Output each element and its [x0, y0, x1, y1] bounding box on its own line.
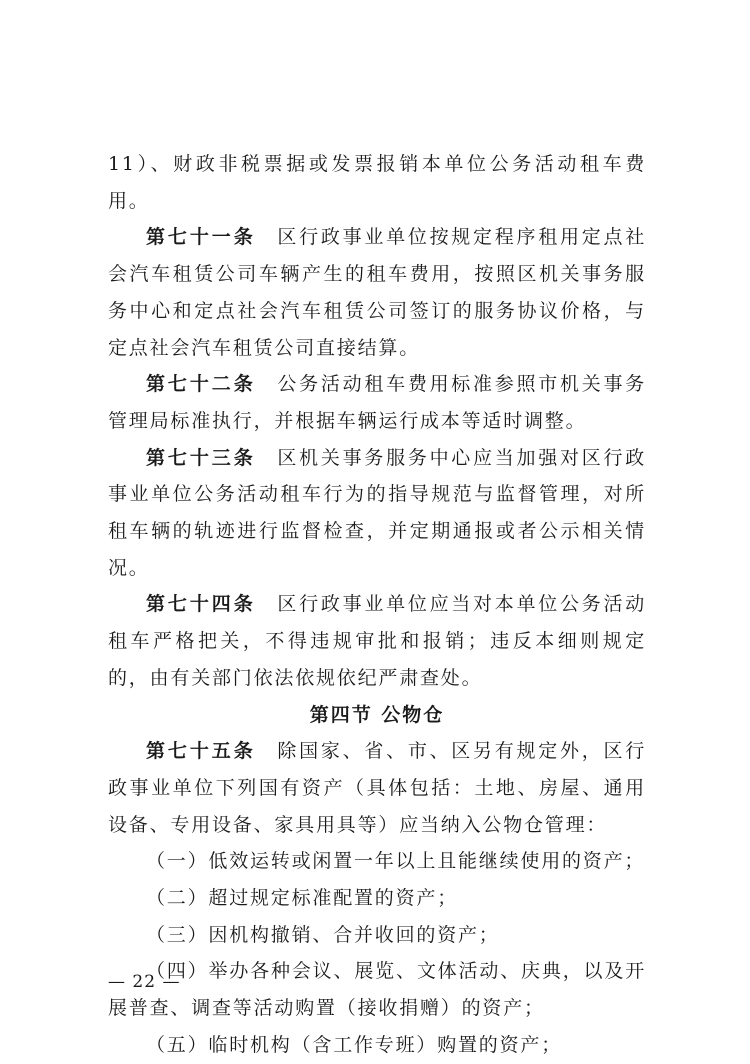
article-73-text: 区机关事务服务中心应当加强对区行政事业单位公务活动租车行为的指导规范与监督管理，对所租车辆的轨迹进行监督检查，并定期通报或者公示相关情况。	[108, 446, 646, 579]
list-item: （一）低效运转或闲置一年以上且能继续使用的资产；	[146, 850, 646, 873]
article-75-title: 第七十五条	[146, 740, 256, 763]
article-74-text: 区行政事业单位应当对本单位公务活动租车严格把关，不得违规审批和报销；违反本细则规定的，由有关部门依法依规依纪严肃查处。	[108, 593, 646, 689]
article-72-title: 第七十二条	[146, 373, 256, 396]
list-item: （三）因机构撤销、合并收回的资产；	[146, 923, 500, 946]
list-item: （五）临时机构（含工作专班）购置的资产；	[146, 1033, 563, 1056]
article-72-text: 公务活动租车费用标准参照市机关事务管理局标准执行，并根据车辆运行成本等适时调整。	[108, 373, 646, 432]
continuation-text: 11）、财政非税票据或发票报销本单位公务活动租车费用。	[108, 153, 646, 212]
article-72	[108, 366, 646, 439]
article-75	[108, 733, 646, 843]
document-body	[108, 146, 646, 1064]
article-74	[108, 586, 646, 696]
article-71-title: 第七十一条	[146, 226, 256, 249]
continuation-paragraph	[108, 146, 646, 219]
list-item: （二）超过规定标准配置的资产；	[146, 887, 459, 910]
section-heading: 第四节 公物仓	[309, 703, 445, 726]
article-74-title: 第七十四条	[146, 593, 256, 616]
article-71-text: 区行政事业单位按规定程序租用定点社会汽车租赁公司车辆产生的租车费用，按照区机关事务服务中心和定点社会汽车租赁公司签订的服务协议价格，与定点社会汽车租赁公司直接结算。	[108, 226, 646, 359]
article-75-text: 除国家、省、市、区另有规定外，区行政事业单位下列国有资产（具体包括：土地、房屋、通用设备、专用设备、家具用具等）应当纳入公物仓管理：	[108, 740, 646, 836]
article-73	[108, 440, 646, 587]
article-71	[108, 219, 646, 366]
list-item: （四）举办各种会议、展览、文体活动、庆典，以及开展普查、调查等活动购置（接收捐赠）的资产；	[108, 960, 646, 1020]
article-73-title: 第七十三条	[146, 446, 256, 469]
page-number: — 22 —	[108, 972, 181, 992]
